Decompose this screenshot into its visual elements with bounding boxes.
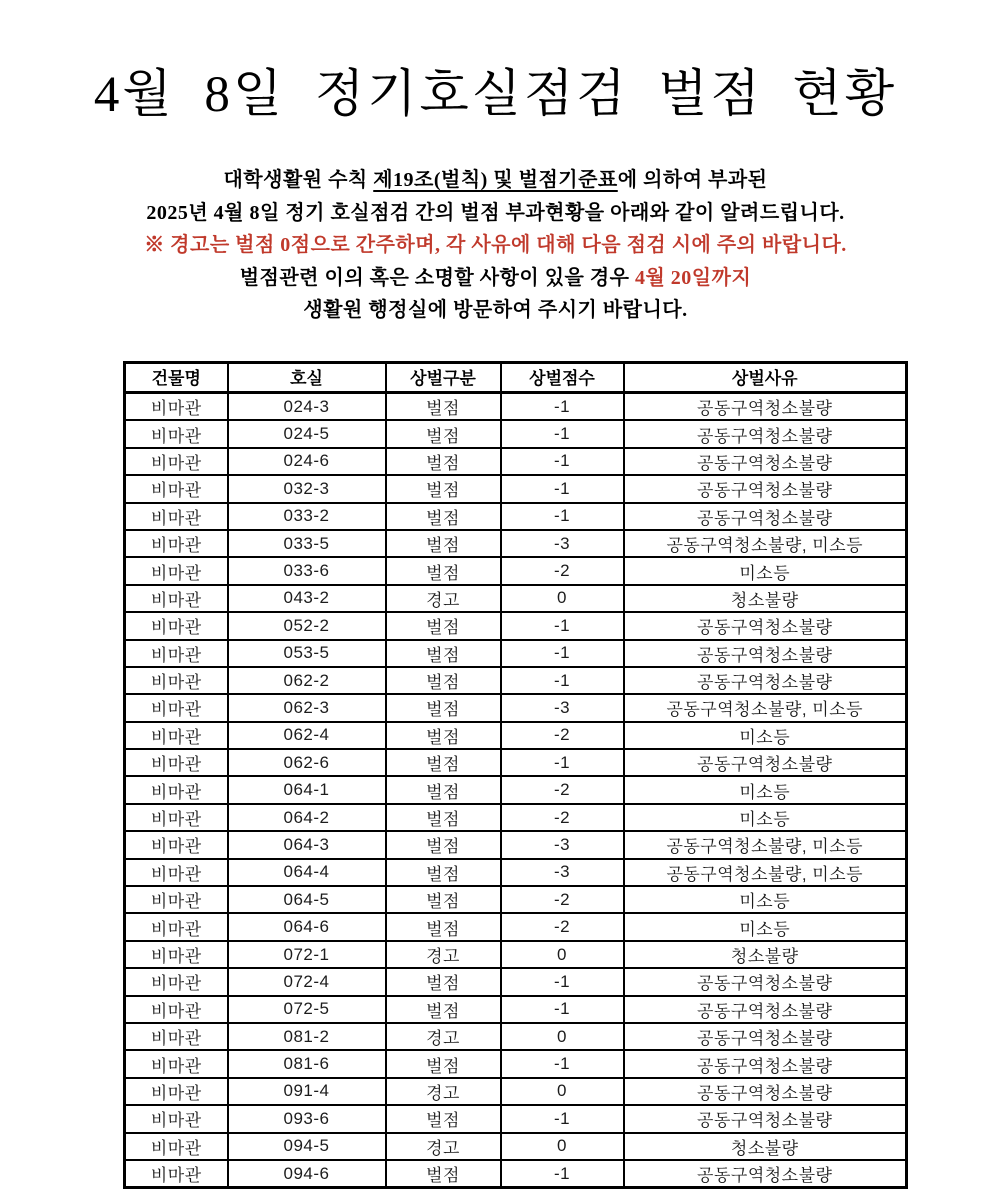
cell-reason: 미소등 (624, 913, 907, 940)
cell-type: 벌점 (386, 968, 501, 995)
cell-points: -3 (501, 831, 624, 858)
cell-reason: 미소등 (624, 886, 907, 913)
table-row (125, 530, 907, 557)
cell-building: 비마관 (125, 694, 228, 721)
cell-type: 벌점 (386, 1050, 501, 1077)
table-row (125, 420, 907, 447)
cell-points: -3 (501, 694, 624, 721)
intro-block (0, 164, 991, 327)
cell-room: 062-3 (228, 694, 386, 721)
cell-points: -1 (501, 996, 624, 1023)
cell-type: 벌점 (386, 393, 501, 421)
cell-room: 094-6 (228, 1160, 386, 1188)
intro-line-4-prefix: 벌점관련 이의 혹은 소명할 사항이 있을 경우 (239, 266, 635, 289)
table-row (125, 640, 907, 667)
cell-type: 벌점 (386, 557, 501, 584)
header-row (125, 363, 907, 393)
cell-type: 벌점 (386, 831, 501, 858)
table-row (125, 804, 907, 831)
cell-room: 064-1 (228, 776, 386, 803)
cell-room: 033-5 (228, 530, 386, 557)
cell-building: 비마관 (125, 1023, 228, 1050)
cell-building: 비마관 (125, 420, 228, 447)
cell-points: -1 (501, 640, 624, 667)
cell-building: 비마관 (125, 640, 228, 667)
cell-room: 062-2 (228, 667, 386, 694)
cell-room: 081-6 (228, 1050, 386, 1077)
cell-room: 094-5 (228, 1133, 386, 1160)
cell-points: -2 (501, 804, 624, 831)
table-row (125, 1133, 907, 1160)
table-row (125, 941, 907, 968)
cell-points: -1 (501, 448, 624, 475)
cell-room: 081-2 (228, 1023, 386, 1050)
cell-reason: 공동구역청소불량, 미소등 (624, 530, 907, 557)
cell-reason: 공동구역청소불량 (624, 503, 907, 530)
table-row (125, 1105, 907, 1132)
table-row (125, 968, 907, 995)
cell-reason: 미소등 (624, 557, 907, 584)
cell-reason: 공동구역청소불량 (624, 1023, 907, 1050)
cell-building: 비마관 (125, 612, 228, 639)
table-row (125, 612, 907, 639)
cell-type: 벌점 (386, 420, 501, 447)
deadline-text: 4월 20일까지 (634, 266, 752, 289)
cell-points: -2 (501, 913, 624, 940)
cell-points: -1 (501, 393, 624, 421)
cell-type: 경고 (386, 1023, 501, 1050)
intro-line-1-prefix: 대학생활원 수칙 (223, 169, 374, 191)
cell-reason: 공동구역청소불량 (624, 749, 907, 776)
table-row (125, 393, 907, 421)
cell-points: 0 (501, 1023, 624, 1050)
cell-type: 벌점 (386, 503, 501, 530)
table-row (125, 667, 907, 694)
cell-room: 024-5 (228, 420, 386, 447)
cell-points: -1 (501, 612, 624, 639)
col-header-building: 건물명 (125, 363, 228, 393)
cell-building: 비마관 (125, 722, 228, 749)
cell-points: 0 (501, 1133, 624, 1160)
cell-type: 벌점 (386, 694, 501, 721)
cell-points: -1 (501, 1105, 624, 1132)
cell-type: 벌점 (386, 776, 501, 803)
cell-type: 벌점 (386, 475, 501, 502)
cell-building: 비마관 (125, 859, 228, 886)
cell-reason: 공동구역청소불량 (624, 1050, 907, 1077)
cell-reason: 공동구역청소불량 (624, 1160, 907, 1188)
table-row (125, 886, 907, 913)
cell-room: 024-6 (228, 448, 386, 475)
cell-type: 벌점 (386, 749, 501, 776)
cell-building: 비마관 (125, 804, 228, 831)
cell-building: 비마관 (125, 1133, 228, 1160)
table-row (125, 448, 907, 475)
intro-line-5: 생활원 행정실에 방문하여 주시기 바랍니다. (303, 299, 688, 321)
cell-type: 벌점 (386, 612, 501, 639)
cell-building: 비마관 (125, 968, 228, 995)
cell-room: 091-4 (228, 1078, 386, 1105)
cell-points: -1 (501, 749, 624, 776)
cell-points: -2 (501, 557, 624, 584)
cell-building: 비마관 (125, 1078, 228, 1105)
cell-points: 0 (501, 585, 624, 612)
cell-reason: 공동구역청소불량 (624, 393, 907, 421)
cell-points: -2 (501, 722, 624, 749)
cell-building: 비마관 (125, 530, 228, 557)
cell-type: 벌점 (386, 859, 501, 886)
cell-building: 비마관 (125, 448, 228, 475)
table-row (125, 557, 907, 584)
cell-type: 벌점 (386, 996, 501, 1023)
cell-type: 경고 (386, 1133, 501, 1160)
cell-reason: 미소등 (624, 804, 907, 831)
cell-building: 비마관 (125, 996, 228, 1023)
intro-line-1 (0, 164, 991, 197)
cell-reason: 공동구역청소불량, 미소등 (624, 694, 907, 721)
cell-room: 064-4 (228, 859, 386, 886)
cell-building: 비마관 (125, 831, 228, 858)
table-row (125, 503, 907, 530)
cell-reason: 공동구역청소불량 (624, 448, 907, 475)
cell-reason: 미소등 (624, 722, 907, 749)
cell-reason: 공동구역청소불량 (624, 420, 907, 447)
cell-points: -2 (501, 886, 624, 913)
intro-line-2: 2025년 4월 8일 정기 호실점검 간의 벌점 부과현황을 아래와 같이 알려드립니다. (146, 201, 845, 224)
cell-building: 비마관 (125, 393, 228, 421)
table-row (125, 585, 907, 612)
table-row (125, 1078, 907, 1105)
cell-building: 비마관 (125, 913, 228, 940)
penalty-table-body (125, 393, 907, 1188)
table-row (125, 776, 907, 803)
penalty-table (123, 361, 908, 1189)
cell-type: 벌점 (386, 530, 501, 557)
cell-type: 벌점 (386, 667, 501, 694)
cell-type: 벌점 (386, 804, 501, 831)
col-header-points: 상벌점수 (501, 363, 624, 393)
cell-points: 0 (501, 1078, 624, 1105)
cell-reason: 미소등 (624, 776, 907, 803)
cell-type: 벌점 (386, 448, 501, 475)
cell-room: 032-3 (228, 475, 386, 502)
cell-points: -1 (501, 503, 624, 530)
cell-reason: 공동구역청소불량 (624, 968, 907, 995)
table-row (125, 996, 907, 1023)
cell-room: 043-2 (228, 585, 386, 612)
cell-points: 0 (501, 941, 624, 968)
cell-room: 062-6 (228, 749, 386, 776)
col-header-room: 호실 (228, 363, 386, 393)
cell-type: 벌점 (386, 1160, 501, 1188)
cell-building: 비마관 (125, 503, 228, 530)
cell-building: 비마관 (125, 776, 228, 803)
cell-reason: 청소불량 (624, 585, 907, 612)
cell-reason: 공동구역청소불량, 미소등 (624, 831, 907, 858)
cell-points: -1 (501, 667, 624, 694)
cell-reason: 공동구역청소불량 (624, 667, 907, 694)
cell-room: 033-6 (228, 557, 386, 584)
cell-building: 비마관 (125, 749, 228, 776)
cell-building: 비마관 (125, 475, 228, 502)
cell-reason: 공동구역청소불량 (624, 996, 907, 1023)
cell-building: 비마관 (125, 585, 228, 612)
warning-note: ※ 경고는 벌점 0점으로 간주하며, 각 사유에 대해 다음 점검 시에 주의 바랍니다. (144, 234, 847, 256)
cell-type: 경고 (386, 1078, 501, 1105)
table-row (125, 475, 907, 502)
table-row (125, 859, 907, 886)
cell-room: 064-2 (228, 804, 386, 831)
table-row (125, 831, 907, 858)
table-row (125, 1050, 907, 1077)
cell-points: -1 (501, 420, 624, 447)
table-row (125, 1160, 907, 1188)
cell-type: 벌점 (386, 640, 501, 667)
cell-room: 062-4 (228, 722, 386, 749)
cell-type: 경고 (386, 585, 501, 612)
cell-reason: 공동구역청소불량, 미소등 (624, 859, 907, 886)
cell-reason: 청소불량 (624, 941, 907, 968)
document-title: 4월 8일 정기호실점검 벌점 현황 (93, 67, 898, 123)
cell-building: 비마관 (125, 1050, 228, 1077)
intro-line-4 (0, 262, 991, 295)
cell-room: 052-2 (228, 612, 386, 639)
cell-type: 벌점 (386, 886, 501, 913)
cell-building: 비마관 (125, 667, 228, 694)
cell-points: -1 (501, 1160, 624, 1188)
cell-room: 093-6 (228, 1105, 386, 1132)
statute-reference-underlined: 제19조(벌칙) 및 벌점기준표 (373, 169, 618, 191)
table-row (125, 694, 907, 721)
cell-points: -3 (501, 859, 624, 886)
cell-reason: 공동구역청소불량 (624, 1078, 907, 1105)
cell-type: 벌점 (386, 1105, 501, 1132)
cell-room: 033-2 (228, 503, 386, 530)
cell-type: 벌점 (386, 913, 501, 940)
cell-points: -1 (501, 968, 624, 995)
cell-room: 072-4 (228, 968, 386, 995)
cell-building: 비마관 (125, 557, 228, 584)
cell-reason: 공동구역청소불량 (624, 612, 907, 639)
table-row (125, 722, 907, 749)
cell-room: 064-6 (228, 913, 386, 940)
cell-building: 비마관 (125, 941, 228, 968)
cell-room: 024-3 (228, 393, 386, 421)
cell-points: -1 (501, 1050, 624, 1077)
cell-type: 경고 (386, 941, 501, 968)
table-row (125, 1023, 907, 1050)
cell-reason: 공동구역청소불량 (624, 640, 907, 667)
cell-reason: 청소불량 (624, 1133, 907, 1160)
cell-points: -2 (501, 776, 624, 803)
cell-reason: 공동구역청소불량 (624, 475, 907, 502)
cell-room: 053-5 (228, 640, 386, 667)
table-row (125, 913, 907, 940)
cell-reason: 공동구역청소불량 (624, 1105, 907, 1132)
col-header-reason: 상벌사유 (624, 363, 907, 393)
cell-type: 벌점 (386, 722, 501, 749)
intro-line-1-suffix: 에 의하여 부과된 (617, 169, 768, 191)
cell-room: 064-3 (228, 831, 386, 858)
cell-points: -3 (501, 530, 624, 557)
col-header-type: 상벌구분 (386, 363, 501, 393)
cell-room: 072-5 (228, 996, 386, 1023)
cell-building: 비마관 (125, 1105, 228, 1132)
cell-points: -1 (501, 475, 624, 502)
penalty-table-header (125, 363, 907, 393)
cell-building: 비마관 (125, 886, 228, 913)
cell-building: 비마관 (125, 1160, 228, 1188)
cell-room: 072-1 (228, 941, 386, 968)
table-row (125, 749, 907, 776)
cell-room: 064-5 (228, 886, 386, 913)
